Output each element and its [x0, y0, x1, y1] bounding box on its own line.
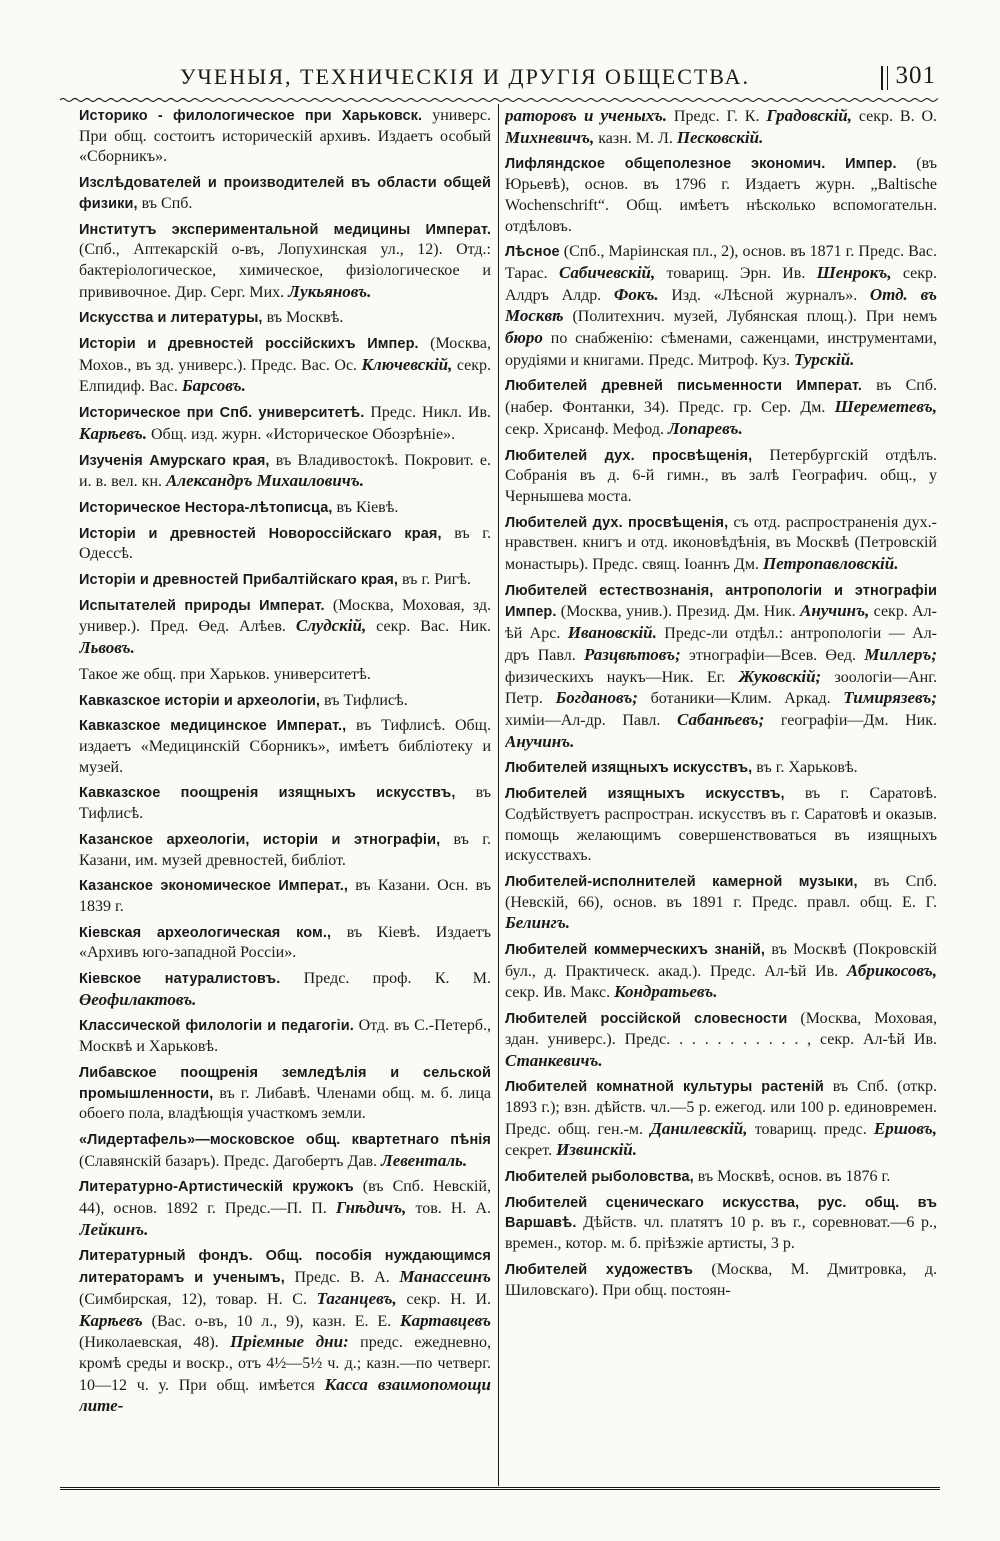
entry-italic-name: Ивановскiй.	[567, 623, 657, 643]
entry-text: физическихъ наукъ—Ник. Ег.	[505, 668, 739, 686]
entry-italic-name: Лейкинъ.	[79, 1219, 149, 1239]
society-entry	[505, 581, 937, 754]
entry-italic-name: Картавцевъ	[400, 1310, 491, 1330]
society-entry	[79, 1063, 491, 1125]
entry-text: (Спб., Марiинская пл., 2), основ. въ 1871 г. Предс. Вас. Тарас.	[505, 243, 937, 282]
entry-italic-name: Белингъ.	[505, 913, 571, 933]
entry-text: химiи—Ал-др. Павл.	[505, 711, 678, 729]
entry-text: въ Москвѣ, основ. въ 1876 г.	[693, 1168, 891, 1186]
entry-italic-name: Сабичевскiй,	[558, 262, 656, 282]
entry-heading: Историческое при Спб. университетѣ.	[79, 405, 365, 422]
entry-italic-name: Михневичъ,	[505, 127, 595, 147]
entry-italic-name: Жуковскiй;	[738, 666, 822, 686]
entry-text: въ Тифлисѣ.	[320, 691, 408, 709]
entry-heading: Кавказское поощренiя изящныхъ искусствъ,	[79, 785, 456, 802]
entry-text: (Славянскiй базаръ). Предс. Дагобертъ Дав.	[79, 1152, 382, 1170]
society-entry	[79, 830, 491, 871]
society-entry	[505, 513, 937, 576]
entry-text: (Симбирская, 12), товар. Н. С.	[79, 1290, 317, 1308]
entry-text: Предс. проф. К. М.	[280, 970, 491, 988]
entry-text: Предс. Никл. Ив.	[364, 404, 491, 422]
entry-text: въ Спб. (откр. 1893 г.); взн. дѣйств. чл.—5 р. ежегод. или 100 р. единовремен. Предс. общ. ген.-м.	[505, 1078, 937, 1138]
society-entry	[79, 969, 491, 1011]
entry-text: въ Тифлисѣ.	[79, 784, 491, 823]
entry-italic-name: Анучинъ,	[799, 601, 870, 621]
society-entry	[79, 308, 491, 329]
entry-text: Предс. Г. К.	[667, 108, 767, 125]
society-entry	[505, 376, 937, 440]
society-entry	[79, 716, 491, 778]
entry-italic-name: Александръ Михаиловичъ.	[166, 471, 364, 491]
society-entry	[505, 154, 937, 237]
society-entry	[505, 242, 937, 371]
entry-heading: Классической филологiи и педагогiи.	[79, 1018, 354, 1035]
society-entry	[79, 876, 491, 917]
society-entry	[505, 1260, 937, 1301]
entry-italic-name: Фокъ.	[613, 284, 659, 304]
entry-text: (Москва, унив.). Презид. Дм. Ник.	[556, 603, 800, 621]
entry-heading: Исторiи и древностей Новороссiйскаго края,	[79, 525, 442, 542]
page-number: 301	[895, 62, 936, 89]
entry-text: секр. Н. И.	[396, 1290, 491, 1308]
society-entry	[505, 1077, 937, 1162]
entry-italic-name: Прiемные дни:	[230, 1332, 349, 1352]
page-header	[60, 60, 940, 96]
entry-text: въ Казани. Осн. въ 1839 г.	[79, 877, 491, 915]
society-entry	[79, 403, 491, 445]
entry-heading: Кiевское натуралистовъ.	[79, 971, 281, 988]
entry-italic-name: Ключевскiй,	[361, 354, 453, 374]
entry-text: зоологiи—Анг. Петр.	[505, 668, 937, 708]
entry-italic-name: Слудскiй,	[295, 616, 367, 636]
entry-heading: «Лидертафель»—московское общ. квартетнаго пѣнiя	[79, 1131, 491, 1148]
entry-text: въ г. Казани, им. музей древностей, библiот.	[79, 830, 491, 869]
entry-text: (Спб., Аптекарскiй о-въ, Лопухинская ул., 12). Отд.: бактерiологическое, химическое, физiологическое и прививочное. Дир. Серг. Мих.	[79, 241, 491, 301]
entry-heading: Любителей древней письменности Императ.	[505, 378, 862, 395]
entry-italic-name: Ершовъ,	[873, 1118, 937, 1138]
entry-heading: Либавское поощренiя земледѣлiя и сельской промышленности,	[79, 1064, 491, 1102]
society-entry	[79, 665, 491, 686]
society-entry	[79, 1246, 491, 1418]
entry-text: секр. Ал-ѣй Арс.	[505, 603, 937, 643]
entry-italic-name: Таганцевъ,	[316, 1288, 397, 1308]
entry-heading: Исторiи и древностей Прибалтiйскаго края,	[79, 572, 399, 589]
entry-heading: Любителей россiйской словесности	[505, 1011, 788, 1028]
entry-heading: Исторiи и древностей россiйскихъ Импер.	[79, 336, 419, 353]
entry-heading: Историческое Нестора-лѣтописца,	[79, 499, 333, 516]
entry-text: (Москва, Мохов., въ зд. универс.). Предс. Вас. Ос.	[79, 335, 491, 374]
society-entry	[505, 1009, 937, 1072]
entry-heading: Любителей изящныхъ искусствъ,	[505, 760, 753, 777]
entry-italic-name: Шереметевъ,	[834, 397, 937, 417]
entry-text: секр. Хрисанф. Мефод.	[505, 420, 668, 438]
entry-text: (въ Юрьевѣ), основ. въ 1796 г. Издаетъ журн. „Baltische Wochenschrift“. Общ. имѣетъ нѣсколько вспомогательн. отдѣловъ.	[505, 155, 937, 235]
entry-italic-name: Манассеинъ	[399, 1267, 491, 1287]
society-entry	[79, 106, 491, 168]
entry-heading: Казанское экономическое Императ.,	[79, 878, 349, 895]
entry-text: товарищ. предс.	[747, 1120, 874, 1138]
entry-italic-name: Миллеръ;	[864, 644, 937, 664]
entry-italic-name: Львовъ.	[79, 638, 135, 658]
entry-italic-name: Карѣевъ	[79, 1310, 143, 1330]
entry-heading: Институтъ экспериментальной медицины Императ.	[79, 221, 491, 238]
entry-heading: Любителей-исполнителей камерной музыки,	[505, 873, 858, 890]
society-entry	[79, 783, 491, 824]
entry-text: Общ. изд. журн. «Историческое Обозрѣнiе».	[147, 425, 456, 443]
entry-text: (Москва, Моховая, здан. универс.). Предс. . . . . . . . . . . , секр. Ал-ѣй Ив.	[505, 1010, 937, 1048]
entry-italic-name: Разцвѣтовъ;	[584, 644, 681, 664]
society-entry	[505, 758, 937, 779]
entry-text: Изд. «Лѣсной журналъ».	[658, 286, 870, 304]
entry-text: (Москва, Моховая, зд. универ.). Пред. Өед. Алѣев.	[79, 596, 491, 636]
entry-text: секр. Вас. Ник.	[366, 618, 491, 636]
entry-text: съ отд. распространенiя дух.-нравствен. книгъ и отд. иконовѣдѣнiя, въ Москвѣ (Петровскiй монастырь). Предс. свящ. Iоаннъ Дм.	[505, 513, 937, 574]
entry-text: предс. ежедневно, кромѣ среды и воскр., отъ 4½—5½ ч. д.; казн.—по четверг. 10—12 ч. у. При общ. имѣется	[79, 1334, 491, 1394]
entry-heading: Любителей сценическаго искусства, рус. общ. въ Варшавѣ.	[505, 1194, 937, 1232]
entry-italic-name: Абрикосовъ,	[846, 960, 937, 980]
entry-text: въ г. Ригѣ.	[398, 571, 471, 589]
entry-italic-name: Тимирязевъ;	[843, 688, 937, 708]
entry-italic-name: Данилевскiй,	[650, 1118, 748, 1138]
entry-heading: Кавказское медицинское Императ.,	[79, 718, 347, 735]
entry-text: въ Владивостокѣ. Покровит. е. и. в. вел. кн.	[79, 451, 491, 491]
society-entry	[505, 106, 937, 149]
right-column	[505, 106, 937, 1484]
entry-heading: Искусства и литературы,	[79, 310, 263, 327]
entry-text: въ г. Одессѣ.	[79, 524, 491, 563]
entry-text: Предс. В. А.	[284, 1269, 400, 1287]
entry-text: казн. М. Л.	[594, 129, 677, 147]
entry-heading: Кавказское исторiи и археологiи,	[79, 692, 321, 709]
entry-heading: Любителей дух. просвѣщенiя,	[505, 447, 753, 464]
entry-heading: Литературно-Артистическiй кружокъ	[79, 1179, 354, 1196]
entry-text: въ Москвѣ.	[262, 309, 344, 327]
running-title: УЧЕНЫЯ, ТЕХНИЧЕСКIЯ И ДРУГIЯ ОБЩЕСТВА.	[179, 64, 750, 89]
society-entry	[79, 1177, 491, 1241]
entry-italic-name: Извинскiй.	[556, 1140, 637, 1160]
entry-text: Петербургскiй отдѣлъ. Собранiя въ д. 6-й гимн., въ залѣ Географич. общ., у Чернышева моста.	[505, 446, 937, 505]
entry-italic-name: Шенрокъ,	[816, 262, 892, 282]
entry-text: этнографiи—Всев. Өед.	[680, 646, 865, 664]
society-entry	[79, 524, 491, 565]
entry-text: въ г. Харьковѣ.	[752, 759, 858, 777]
entry-heading: Лѣсное	[505, 244, 560, 261]
entry-heading: Любителей коммерческихъ знанiй,	[505, 942, 766, 959]
entry-italic-name: Градовскiй,	[766, 106, 853, 125]
society-entry	[79, 498, 491, 519]
entry-italic-name: раторовъ и ученыхъ.	[505, 106, 668, 125]
entry-text: товарищ. Эрн. Ив.	[655, 264, 817, 282]
entry-text: секр. В. О.	[852, 108, 937, 125]
entry-heading: Историко - филологическое при Харьковск.	[79, 108, 423, 124]
entry-italic-name: Сабанѣевъ;	[677, 709, 765, 729]
society-entry	[79, 451, 491, 493]
entry-italic-name: Турскiй.	[794, 349, 855, 369]
society-entry	[79, 596, 491, 660]
entry-italic-name: Левенталь.	[381, 1150, 468, 1170]
entry-heading: Изученiя Амурскаго края,	[79, 452, 270, 469]
entry-italic-name: Станкевичъ.	[505, 1050, 603, 1070]
entry-italic-name: Гнѣдичъ,	[335, 1198, 407, 1218]
entry-text: географiи—Дм. Ник.	[764, 711, 937, 729]
entry-heading: Любителей изящныхъ искусствъ,	[505, 786, 785, 803]
society-entry	[505, 784, 937, 867]
entry-italic-name: Лопаревъ.	[667, 418, 743, 438]
entry-text: тов. Н. А.	[406, 1200, 491, 1218]
entry-heading: Казанское археологiи, исторiи и этнографiи,	[79, 831, 441, 848]
entry-text: Отд. въ С.-Петерб., Москвѣ и Харьковѣ.	[79, 1017, 491, 1056]
society-entry	[79, 923, 491, 964]
entry-italic-name: бюро	[505, 328, 543, 348]
entry-heading: Кiевская археологическая ком.,	[79, 924, 332, 941]
entry-text: по снабженiю: сѣменами, саженцами, инструментами, орудiями и книгами. Предс. Митроф. Куз.	[505, 330, 937, 369]
entry-italic-name: Отд. въ Москвѣ	[505, 284, 937, 326]
society-entry	[79, 334, 491, 398]
entry-italic-name: Өеофилактовъ.	[79, 989, 197, 1009]
entry-text: въ Москвѣ (Покровскiй бул., д. Практическ. акад.). Предс. Ал-ѣй Ив.	[505, 941, 937, 980]
entry-heading: Литературный фондъ. Общ. пособiя нуждающимся литераторамъ и ученымъ,	[79, 1248, 491, 1287]
entry-heading: Лифляндское общеполезное экономич. Импер.	[505, 156, 897, 173]
left-column	[79, 106, 491, 1484]
entry-text: въ Кiевѣ.	[332, 498, 399, 516]
entry-text: (Москва, М. Дмитровка, д. Шиловскаго). При общ. постоян-	[505, 1260, 937, 1299]
entry-italic-name: Карѣевъ.	[79, 423, 147, 443]
header-wavy-rule	[60, 97, 938, 103]
society-entry	[79, 173, 491, 214]
entry-text: (Вас. о-въ, 10 л., 9), казн. Е. Е.	[142, 1312, 401, 1330]
entry-text: (въ Спб. Невскiй, 44), основ. 1892 г. Предс.—П. П.	[79, 1178, 491, 1218]
entry-italic-name: Петропавловскiй.	[762, 554, 899, 574]
entry-heading: Изслѣдователей и производителей въ области общей физики,	[79, 175, 491, 212]
society-entry	[505, 1193, 937, 1255]
society-entry	[79, 1016, 491, 1057]
entry-italic-name: Богдановъ;	[555, 688, 638, 708]
society-entry	[79, 570, 491, 591]
entry-text: секрет.	[505, 1142, 557, 1160]
entry-heading: Любителей дух. просвѣщенiя,	[505, 514, 729, 531]
entry-text: въ Спб. (набер. Фонтанки, 34). Предс. гр. Сер. Дм.	[505, 377, 937, 417]
society-entry	[505, 1167, 937, 1188]
entry-text: въ Кiевѣ. Издаетъ «Архивъ юго-западной Россiи».	[79, 923, 491, 962]
entry-text: въ г. Саратовѣ. Содѣйствуетъ распростран. искусствъ въ г. Саратовѣ и оказыв. помощь желающимъ совершенствоваться въ изящныхъ искусствахъ.	[505, 785, 937, 865]
entry-text: универс. При общ. состоитъ историческiй архивъ. Издаетъ особый «Сборникъ».	[79, 107, 491, 166]
entry-heading: Любителей рыболовства,	[505, 1169, 694, 1186]
entry-text: Предс-ли отдѣл.: антропологiи — Ал-дръ Павл.	[505, 625, 937, 664]
entry-text: въ Тифлисѣ. Общ. издаетъ «Медицинскiй Сборникъ», имѣетъ библiотеку и музей.	[79, 717, 491, 776]
entry-italic-name: Кондратьевъ.	[614, 982, 718, 1002]
entry-text: ботаники—Клим. Аркад.	[637, 690, 844, 708]
society-entry	[505, 940, 937, 1004]
entry-text: секр. Елпидиф. Вас.	[79, 356, 491, 396]
bracket-mark	[881, 66, 888, 90]
entry-heading: Любителей художествъ	[505, 1261, 693, 1278]
entry-text: (Николаевская, 48).	[79, 1334, 231, 1352]
entry-text: Дѣйств. чл. платятъ 10 р. въ г., соревноват.—6 р., времен., котор. м. б. прiѣзжiе артисты, 3 р.	[505, 1214, 937, 1253]
entry-heading: Любителей естествознанiя, антропологiи и этнографiи Импер.	[505, 582, 937, 621]
entry-italic-name: Анучинъ.	[505, 731, 575, 751]
entry-text: въ Спб. (Невскiй, 66), основ. въ 1891 г. Предс. правл. общ. Е. Г.	[505, 872, 937, 911]
society-entry	[505, 872, 937, 935]
entry-italic-name: Песковскiй.	[676, 127, 764, 147]
society-entry	[79, 1130, 491, 1172]
society-entry	[79, 691, 491, 712]
entry-text: Такое же общ. при Харьков. университетѣ.	[79, 665, 371, 683]
bottom-frame-rule	[60, 1487, 940, 1490]
entry-heading: Любителей комнатной культуры растенiй	[505, 1079, 824, 1096]
entry-italic-name: Лукьяновъ.	[288, 281, 372, 301]
entry-text: секр. Алдръ Алдр.	[505, 264, 937, 304]
column-divider	[498, 104, 499, 1486]
entry-heading: Испытателей природы Императ.	[79, 597, 325, 614]
society-entry	[505, 446, 937, 508]
entry-text: въ Спб.	[137, 194, 193, 212]
entry-text: секр. Ив. Макс.	[505, 984, 615, 1002]
entry-italic-name: Касса взаимопомощи лите-	[79, 1374, 491, 1416]
entry-text: (Политехнич. музей, Лубянская площ.). При немъ	[563, 308, 937, 326]
entry-italic-name: Барсовъ.	[181, 376, 246, 396]
entry-text: въ г. Либавѣ. Членами общ. м. б. лица обоего пола, владѣющiя участкомъ земли.	[79, 1084, 491, 1123]
society-entry	[79, 220, 491, 304]
